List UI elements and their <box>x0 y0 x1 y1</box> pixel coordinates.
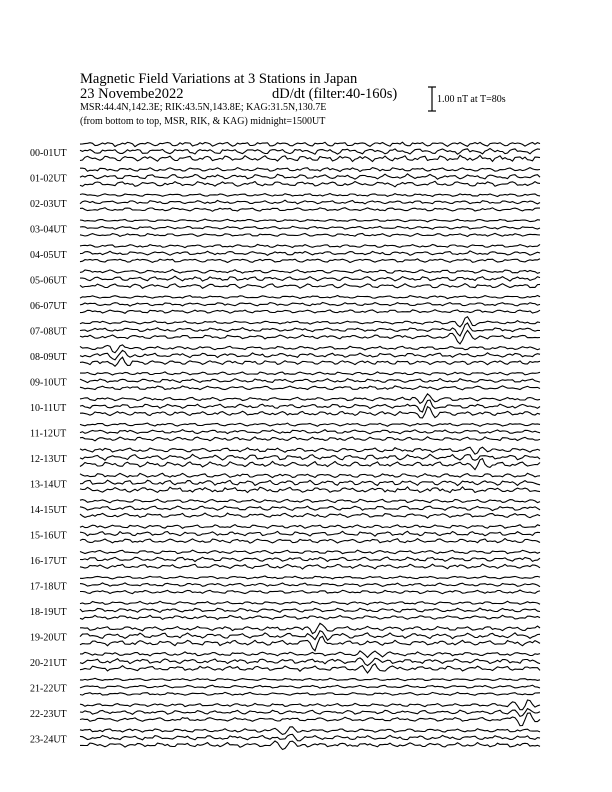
hour-label: 23-24UT <box>30 734 67 746</box>
trace-msr <box>80 310 540 314</box>
trace-rik <box>80 400 540 412</box>
hour-label: 02-03UT <box>30 199 67 210</box>
trace-rik <box>80 685 540 688</box>
hour-label: 14-15UT <box>30 505 67 516</box>
trace-msr <box>80 208 540 212</box>
hour-label: 21-22UT <box>30 683 67 695</box>
hour-label: 00-01UT <box>30 148 67 159</box>
trace-rik <box>80 709 540 717</box>
trace-msr <box>80 259 540 263</box>
trace-rik <box>80 303 540 307</box>
hour-label: 20-21UT <box>30 658 67 669</box>
hour-label: 04-05UT <box>30 250 67 261</box>
trace-rik <box>80 251 540 255</box>
trace-rik <box>80 350 540 360</box>
trace-rik <box>80 323 540 336</box>
trace-kag <box>80 601 540 605</box>
trace-kag <box>80 700 540 710</box>
trace-kag <box>80 372 540 375</box>
station-order-note: (from bottom to top, MSR, RIK, & KAG) midnight=1500UT <box>80 116 326 127</box>
trace-msr <box>80 590 540 594</box>
trace-kag <box>80 550 540 554</box>
hour-label: 06-07UT <box>30 301 67 312</box>
trace-rik <box>80 276 540 281</box>
station-coordinates: MSR:44.4N,142.3E; RIK:43.5N,143.8E; KAG:31.5N,130.7E <box>80 102 327 113</box>
trace-rik <box>80 174 540 179</box>
trace-rik <box>80 480 540 485</box>
trace-msr <box>80 636 540 650</box>
trace-kag <box>80 623 540 633</box>
hour-label: 10-11UT <box>30 403 67 414</box>
trace-kag <box>80 423 540 426</box>
trace-msr <box>80 692 540 695</box>
trace-kag <box>80 317 540 327</box>
trace-msr <box>80 181 540 187</box>
trace-rik <box>80 454 540 460</box>
trace-kag <box>80 651 540 658</box>
hour-label: 19-20UT <box>30 632 67 644</box>
trace-rik <box>80 226 540 229</box>
trace-msr <box>80 386 540 390</box>
trace-msr <box>80 487 540 493</box>
hour-label: 13-14UT <box>30 479 67 491</box>
trace-kag <box>80 296 540 299</box>
trace-kag <box>80 244 540 247</box>
trace-kag <box>80 473 540 477</box>
hour-label: 09-10UT <box>30 377 67 389</box>
hour-label: 22-23UT <box>30 709 67 720</box>
hour-label: 16-17UT <box>30 556 67 567</box>
hour-label: 11-12UT <box>30 428 67 440</box>
trace-msr <box>80 459 540 470</box>
component-filter-label: dD/dt (filter:40-160s) <box>272 86 398 102</box>
trace-msr <box>80 330 540 344</box>
trace-msr <box>80 284 540 289</box>
trace-msr <box>80 407 540 418</box>
hour-label: 15-16UT <box>30 530 67 542</box>
trace-msr <box>80 615 540 619</box>
trace-rik <box>80 734 540 741</box>
trace-rik <box>80 149 540 155</box>
trace-rik <box>80 379 540 383</box>
trace-kag <box>80 269 540 273</box>
trace-msr <box>80 233 540 236</box>
trace-msr <box>80 564 540 569</box>
trace-kag <box>80 219 540 222</box>
hour-label: 07-08UT <box>30 326 67 338</box>
hour-label: 17-18UT <box>30 581 67 593</box>
trace-kag <box>80 168 540 172</box>
trace-kag <box>80 447 540 454</box>
trace-rik <box>80 200 540 204</box>
trace-kag <box>80 727 540 735</box>
trace-kag <box>80 576 540 579</box>
trace-rik <box>80 608 540 612</box>
trace-kag <box>80 345 540 353</box>
trace-msr <box>80 664 540 673</box>
trace-msr <box>80 437 540 441</box>
trace-kag <box>80 142 540 146</box>
trace-rik <box>80 557 540 561</box>
trace-msr <box>80 741 540 750</box>
trace-msr <box>80 539 540 544</box>
trace-kag <box>80 194 540 197</box>
trace-rik <box>80 506 540 511</box>
trace-msr <box>80 155 540 161</box>
trace-kag <box>80 525 540 529</box>
trace-rik <box>80 658 540 666</box>
trace-rik <box>80 531 540 536</box>
trace-msr <box>80 513 540 518</box>
hour-label: 01-02UT <box>30 173 67 185</box>
trace-msr <box>80 357 540 366</box>
trace-kag <box>80 394 540 404</box>
hour-label: 08-09UT <box>30 352 67 363</box>
hour-label: 18-19UT <box>30 607 67 618</box>
hour-label: 05-06UT <box>30 275 67 287</box>
trace-msr <box>80 713 540 726</box>
trace-rik <box>80 583 540 587</box>
trace-kag <box>80 678 540 681</box>
chart-title: Magnetic Field Variations at 3 Stations in Japan <box>80 71 358 87</box>
trace-rik <box>80 430 540 434</box>
scale-bar-label: 1.00 nT at T=80s <box>437 94 506 105</box>
hour-label: 03-04UT <box>30 224 67 236</box>
chart-date: 23 Novembe2022 <box>80 86 184 102</box>
hour-label: 12-13UT <box>30 454 67 465</box>
trace-kag <box>80 499 540 503</box>
trace-rik <box>80 631 540 641</box>
